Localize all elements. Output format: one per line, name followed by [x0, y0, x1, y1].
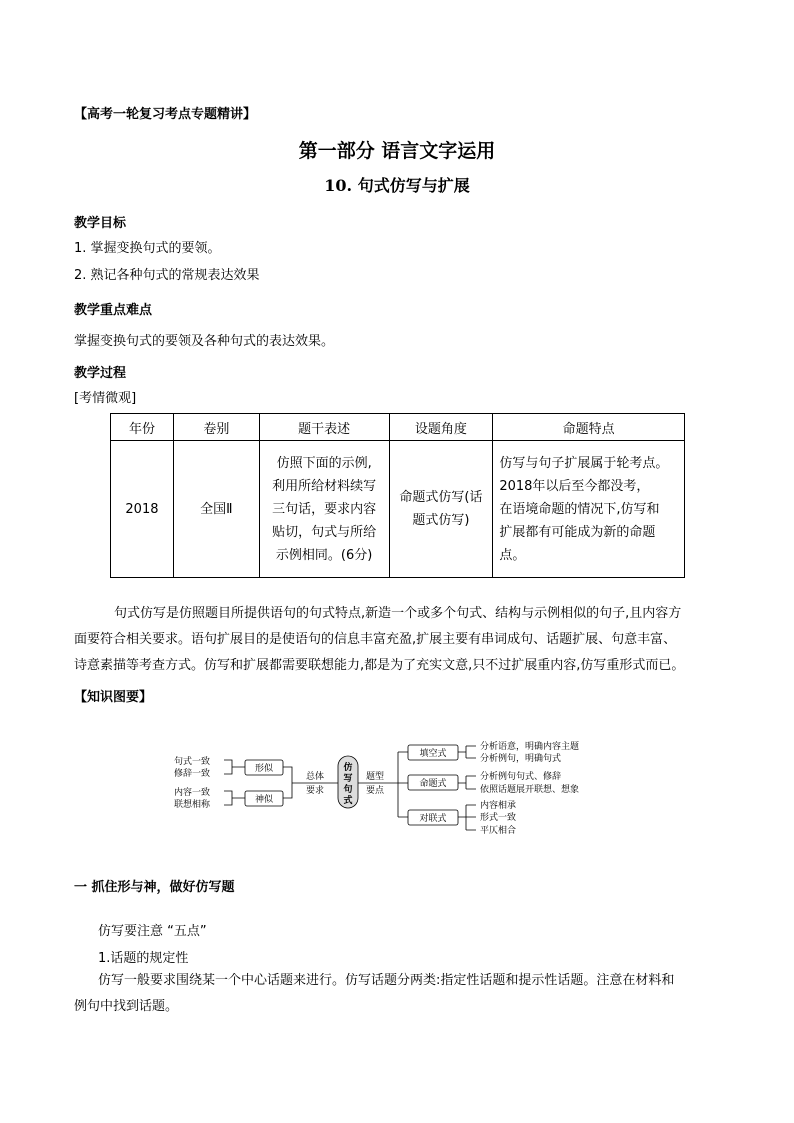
mm-prop-detail-1: 分析例句句式、修辞: [480, 772, 562, 782]
mm-center-char: 仿: [343, 763, 353, 773]
mm-line: [458, 776, 476, 789]
section1-body-line: 仿写一般要求围绕某一个中心话题来进行。仿写话题分两类:指定性话题和提示性话题。注意在材料和: [98, 973, 675, 988]
feature-line: 扩展都有可能成为新的命题: [499, 524, 656, 540]
mm-overall-1: 总体: [306, 772, 325, 782]
key-points-text: 掌握变换句式的要领及各种句式的表达效果。: [74, 334, 335, 349]
stem-line: 利用所给材料续写: [272, 478, 377, 494]
mm-fill-detail-1: 分析语意，明确内容主题: [480, 742, 580, 752]
mm-line: [458, 805, 476, 830]
knowledge-map-heading: 【知识图要】: [74, 690, 153, 705]
th-year: 年份: [111, 414, 174, 441]
section1-body: [74, 968, 724, 1020]
goals-heading: 教学目标: [74, 216, 127, 231]
mm-center-char: 句: [343, 785, 353, 795]
mm-prop-detail-2: 依照话题展开联想、想象: [480, 785, 580, 795]
mm-center-char: 式: [343, 796, 353, 806]
intro-line: 句式仿写是仿照题目所提供语句的句式特点,新造一个或多个句式、结构与示例相似的句子,且内容方: [114, 606, 682, 621]
feature-line: 仿写与句子扩展属于轮考点。: [499, 455, 669, 471]
mm-type-points-1: 题型: [366, 772, 385, 782]
mm-line: [398, 752, 408, 817]
section1-sub: 仿写要注意 “五点”: [98, 924, 207, 939]
mm-line: [224, 760, 245, 774]
mm-couplet-detail-1: 内容相承: [480, 801, 517, 811]
mm-couplet-detail-2: 形式一致: [480, 813, 517, 823]
angle-line: 题式仿写): [412, 513, 470, 528]
mm-type-points-2: 要点: [366, 786, 385, 796]
chapter-title: 10. 句式仿写与扩展: [324, 176, 470, 195]
mm-left-bottom-1: 内容一致: [174, 788, 211, 798]
part-title: 第一部分 语言文字运用: [298, 140, 496, 162]
stem-line: 仿照下面的示例,: [276, 455, 372, 471]
th-paper: 卷别: [173, 414, 259, 441]
mm-fill-detail-2: 分析例句，明确句式: [480, 754, 562, 764]
mm-type-fill-label: 填空式: [419, 749, 447, 759]
section1-body-line: 例句中找到话题。: [74, 999, 179, 1014]
cell-paper: 全国Ⅱ: [173, 441, 259, 578]
mm-left-top-2: 修辞一致: [174, 769, 211, 779]
cell-year: 2018: [111, 441, 174, 578]
key-points-heading: 教学重点难点: [74, 303, 153, 318]
process-heading: 教学过程: [74, 366, 127, 381]
th-stem: 题干表述: [259, 414, 389, 441]
stem-line: 三句话，要求内容: [272, 501, 377, 517]
feature-line: 2018年以后至今都没考，: [499, 478, 650, 494]
mm-left-top-1: 句式一致: [174, 757, 211, 767]
intro-line: 面要符合相关要求。语句扩展目的是使语句的信息丰富充盈,扩展主要有串词成句、话题扩展、句意丰富、: [74, 632, 677, 647]
mm-node-form-label: 形似: [254, 764, 274, 774]
stem-line: 示例相同。(6分): [275, 547, 373, 563]
process-sub: [考情微观]: [74, 391, 137, 406]
mm-line: [224, 791, 245, 805]
mm-center-char: 写: [343, 774, 353, 784]
mm-left-bottom-2: 联想相称: [174, 800, 211, 810]
mm-node-spirit-label: 神似: [254, 795, 274, 805]
goal-item-1: 1. 掌握变换句式的要领。: [74, 241, 221, 256]
feature-line: 在语境命题的情况下,仿写和: [499, 501, 660, 517]
intro-line: 诗意素描等考查方式。仿写和扩展都需要联想能力,都是为了充实文意,只不过扩展重内容,仿写重形式而已。: [74, 658, 685, 673]
mm-type-prop-label: 命题式: [419, 779, 447, 789]
mm-couplet-detail-3: 平仄相合: [480, 826, 517, 836]
section1-point1: 1.话题的规定性: [98, 951, 189, 966]
section1-heading: 一 抓住形与神，做好仿写题: [74, 880, 235, 895]
th-feature: 命题特点: [493, 414, 685, 441]
feature-line: 点。: [499, 547, 526, 563]
goal-item-2: 2. 熟记各种句式的常规表达效果: [74, 268, 260, 283]
mm-type-couplet-label: 对联式: [419, 814, 447, 824]
angle-line: 命题式仿写(话: [399, 490, 483, 505]
mm-line: [458, 746, 476, 758]
mm-overall-2: 要求: [306, 786, 325, 796]
th-angle: 设题角度: [389, 414, 493, 441]
stem-line: 贴切，句式与所给: [272, 524, 377, 540]
header-tag: 【高考一轮复习考点专题精讲】: [74, 107, 257, 122]
